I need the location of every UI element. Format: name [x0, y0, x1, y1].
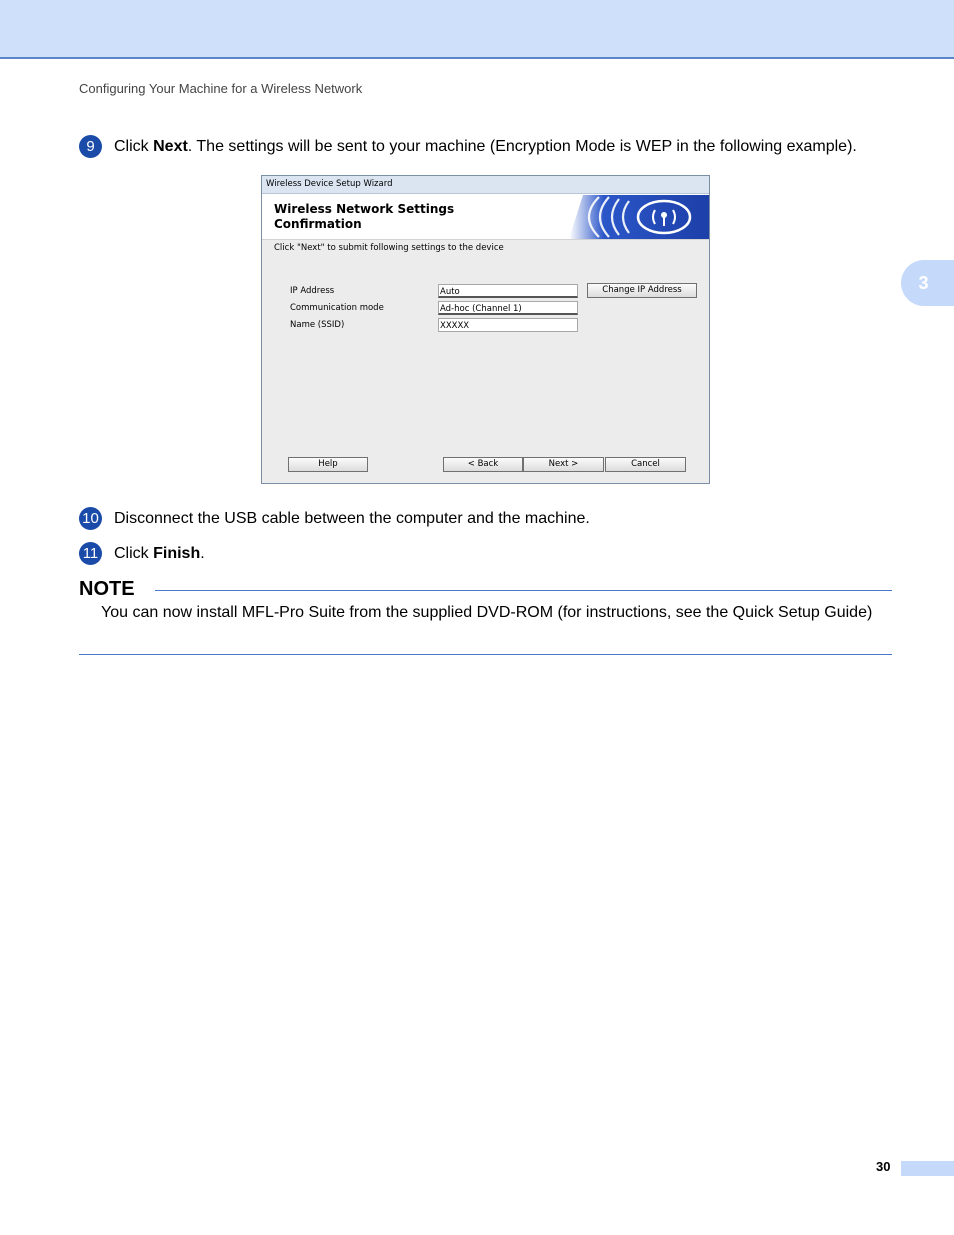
page-number: 30	[876, 1159, 891, 1174]
note-bottom-rule	[79, 654, 892, 655]
dialog-title-bar: Wireless Device Setup Wizard	[262, 176, 709, 194]
page-number-bar	[901, 1161, 954, 1176]
chapter-tab: 3	[901, 260, 954, 306]
cancel-button[interactable]: Cancel	[605, 457, 686, 472]
communication-mode-field[interactable]: Ad-hoc (Channel 1)	[438, 301, 578, 315]
step-marker-icon: 9	[79, 135, 102, 158]
change-ip-address-button[interactable]: Change IP Address	[587, 283, 697, 298]
step-text: Click Finish.	[114, 544, 205, 562]
note-title: NOTE	[79, 578, 135, 600]
dialog-heading: Wireless Network Settings Confirmation	[274, 202, 455, 231]
ip-address-field[interactable]: Auto	[438, 284, 578, 298]
step-10	[79, 507, 590, 530]
step-text: Disconnect the USB cable between the computer and the machine.	[114, 509, 590, 527]
ssid-label: Name (SSID)	[290, 320, 345, 330]
next-button[interactable]: Next >	[523, 457, 604, 472]
ssid-field[interactable]: XXXXX	[438, 318, 578, 332]
wireless-banner-icon	[569, 195, 709, 239]
running-header: Configuring Your Machine for a Wireless Network	[79, 81, 363, 96]
communication-mode-label: Communication mode	[290, 303, 384, 313]
help-button[interactable]: Help	[288, 457, 368, 472]
step-marker-icon: 11	[79, 542, 102, 565]
step-11	[79, 542, 205, 565]
back-button[interactable]: < Back	[443, 457, 523, 472]
ip-address-label: IP Address	[290, 286, 335, 296]
wizard-dialog	[261, 175, 710, 484]
step-text: Click Next. The settings will be sent to your machine (Encryption Mode is WEP in the following example).	[114, 137, 857, 155]
note-top-rule	[155, 590, 892, 591]
top-band	[0, 0, 954, 59]
step-marker-icon: 10	[79, 507, 102, 530]
note-body: You can now install MFL-Pro Suite from the supplied DVD-ROM (for instructions, see the Quick Setup Guide)	[101, 604, 873, 621]
dialog-subtitle: Click "Next" to submit following settings to the device	[274, 243, 504, 253]
step-9	[79, 135, 857, 158]
dialog-header	[262, 194, 709, 240]
